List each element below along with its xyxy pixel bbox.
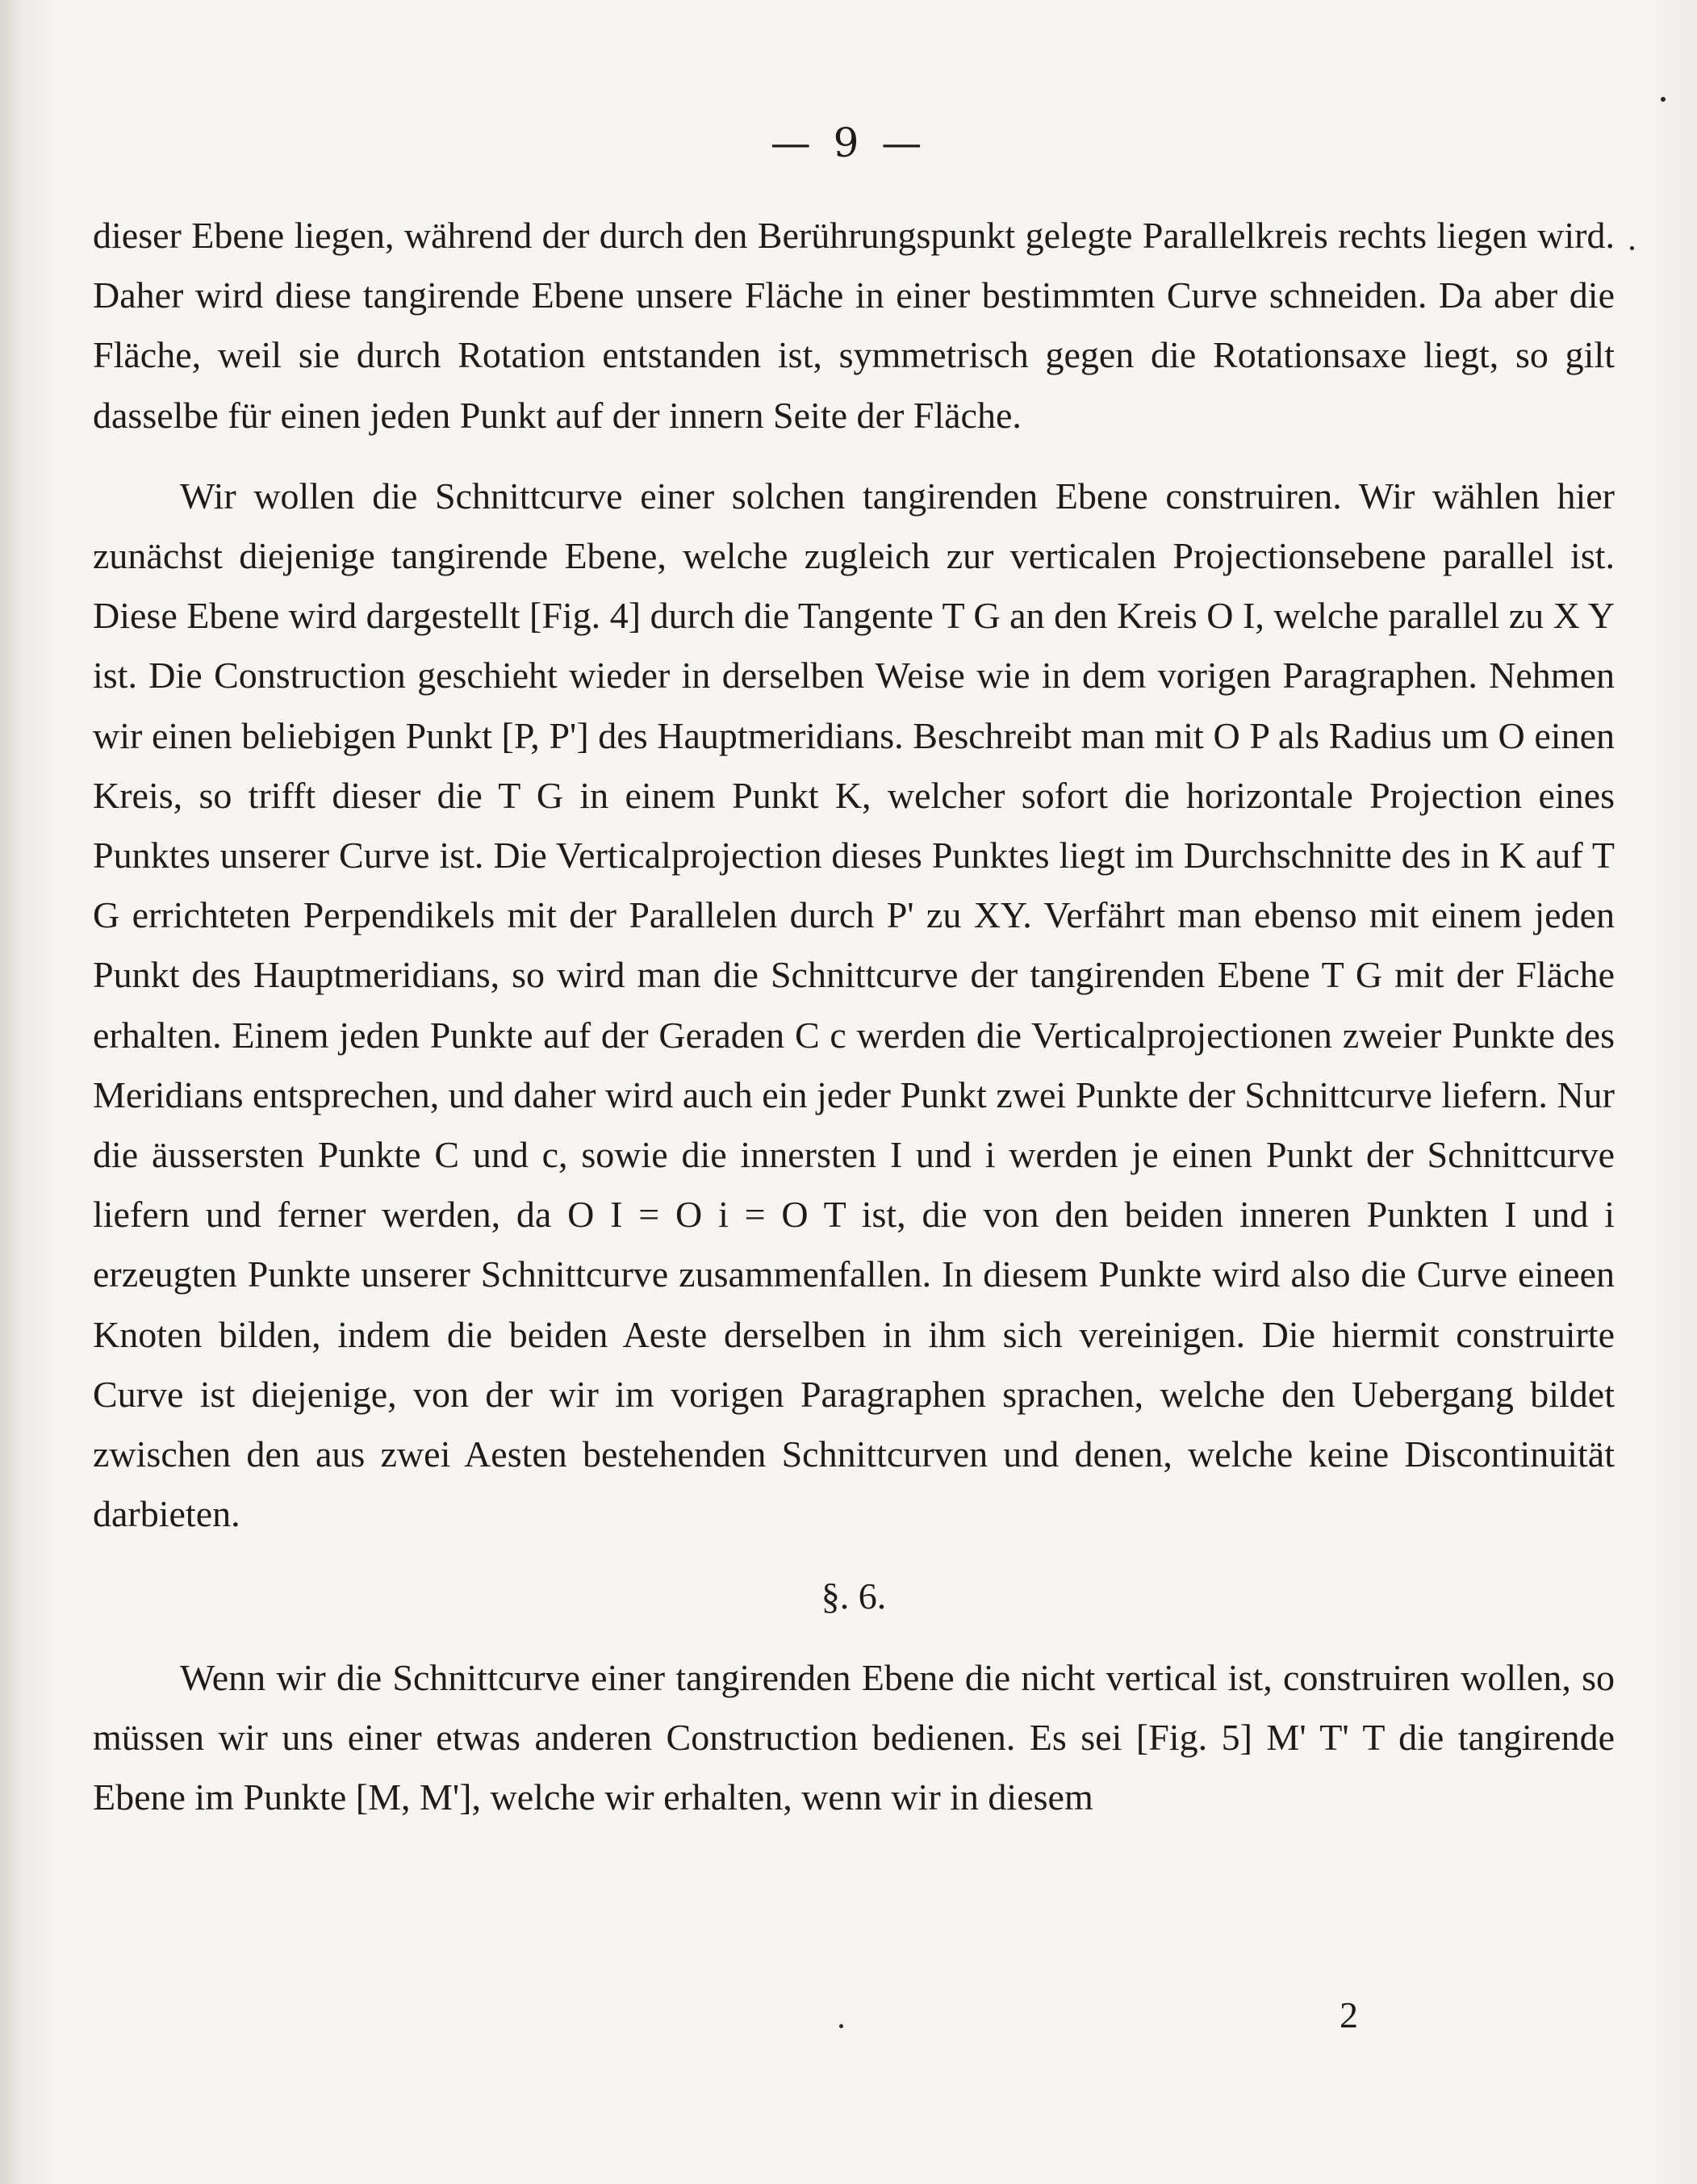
body-text: [93, 206, 1615, 1827]
ink-speck: [1630, 246, 1634, 250]
paragraph-construction: Wir wollen die Schnittcurve einer solchen tangirenden Ebene construiren. Wir wählen hier zunächst diejenige tangirende Ebene, welche zugleich zur verticalen Projectionsebene parallel ist. Diese Ebene wird dargestellt [Fig. 4] durch die Tangente T G an den Kreis O I, welche parallel zu X Y ist. Die Construction geschieht wieder in derselben Weise wie in dem vorigen Paragraphen. Nehmen wir einen beliebigen Punkt [P, P'] des Hauptmeridians. Beschreibt man mit O P als Radius um O einen Kreis, so trifft dieser die T G in einem Punkt K, welcher sofort die horizontale Projection eines Punktes unserer Curve ist. Die Verticalprojection dieses Punktes liegt im Durchschnitte des in K auf T G errichteten Perpendikels mit der Parallelen durch P' zu XY. Verfährt man ebenso mit einem jeden Punkt des Hauptmeridians, so wird man die Schnittcurve der tangirenden Ebene T G mit der Fläche erhalten. Einem jeden Punkte auf der Geraden C c werden die Verticalprojectionen zweier Punkte des Meridians entsprechen, und daher wird auch ein jeder Punkt zwei Punkte der Schnittcurve liefern. Nur die äussersten Punkte C und c, sowie die innersten I und i werden je einen Punkt der Schnittcurve liefern und ferner werden, da O I = O i = O T ist, die von den beiden inneren Punkten I und i erzeugten Punkte unserer Schnittcurve zusammenfallen. In diesem Punkte wird also die Curve eineen Knoten bilden, indem die beiden Aeste derselben in ihm sich vereinigen. Die hiermit construirte Curve ist diejenige, von der wir im vorigen Paragraphen sprachen, welche den Uebergang bildet zwischen den aus zwei Aesten bestehenden Schnittcurven und denen, welche keine Discontinuität darbieten.: [93, 475, 1615, 1535]
paragraph-continuation: dieser Ebene liegen, während der durch den Berührungspunkt gelegte Parallelkreis rechts liegen wird. Daher wird diese tangirende Ebene unsere Fläche in einer bestimmten Curve schneiden. Da aber die Fläche, weil sie durch Rotation entstanden ist, symmetrisch gegen die Rotationsaxe liegt, so gilt dasselbe für einen jeden Punkt auf der innern Seite der Fläche.: [93, 215, 1615, 436]
paragraph-gap: [93, 446, 1615, 467]
paragraph-section-6: Wenn wir die Schnittcurve einer tangirenden Ebene die nicht vertical ist, construiren wollen, so müssen wir uns einer etwas anderen Construction bedienen. Es sei [Fig. 5] M' T' T die tangirende Ebene im Punkte [M, M'], welche wir erhalten, wenn wir in diesem: [93, 1656, 1615, 1818]
page-signature: 2: [1340, 1994, 1358, 2035]
ink-speck: [1661, 97, 1666, 102]
section-heading: §. 6.: [821, 1575, 887, 1617]
ink-speck: [839, 2024, 843, 2028]
page-header: — 9 —: [770, 119, 927, 166]
